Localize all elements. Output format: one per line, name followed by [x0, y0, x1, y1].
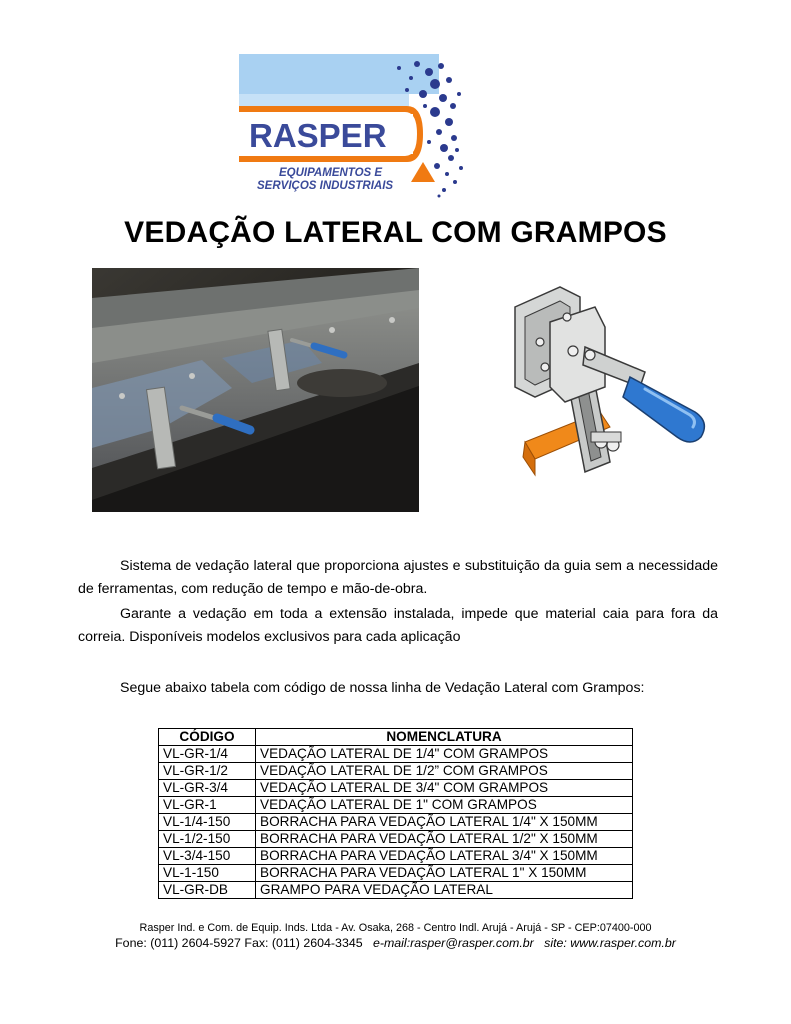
- header-code: CÓDIGO: [159, 729, 256, 746]
- table-row: [159, 865, 633, 882]
- row-nomenclature: BORRACHA PARA VEDAÇÃO LATERAL 1/2" X 150MM: [256, 831, 633, 848]
- rasper-logo: [239, 54, 465, 202]
- svg-text:EQUIPAMENTOS E: EQUIPAMENTOS E: [279, 167, 383, 179]
- row-nomenclature: VEDAÇÃO LATERAL DE 1" COM GRAMPOS: [256, 797, 633, 814]
- row-code: VL-1/2-150: [159, 831, 256, 848]
- row-nomenclature: BORRACHA PARA VEDAÇÃO LATERAL 1/4" X 150MM: [256, 814, 633, 831]
- row-nomenclature: BORRACHA PARA VEDAÇÃO LATERAL 3/4" X 150MM: [256, 848, 633, 865]
- svg-text:RASPER: RASPER: [249, 117, 387, 154]
- footer-email[interactable]: e-mail:rasper@rasper.com.br: [372, 936, 534, 950]
- footer-site[interactable]: site: www.rasper.com.br: [544, 936, 676, 950]
- header-nomenclature: NOMENCLATURA: [256, 729, 633, 746]
- conveyor-photo: [92, 268, 419, 512]
- row-code: VL-GR-DB: [159, 882, 256, 899]
- table-row: [159, 882, 633, 899]
- row-nomenclature: VEDAÇÃO LATERAL DE 1/4" COM GRAMPOS: [256, 746, 633, 763]
- table-row: [159, 763, 633, 780]
- row-nomenclature: GRAMPO PARA VEDAÇÃO LATERAL: [256, 882, 633, 899]
- table-row: [159, 780, 633, 797]
- row-code: VL-1-150: [159, 865, 256, 882]
- table-row: [159, 814, 633, 831]
- footer-address: Rasper Ind. e Com. de Equip. Inds. Ltda - Av. Osaka, 268 - Centro Indl. Arujá - Arujá - SP - CEP:07400-000: [139, 922, 652, 934]
- footer-contacts: [0, 936, 791, 950]
- row-code: VL-1/4-150: [159, 814, 256, 831]
- row-code: VL-GR-3/4: [159, 780, 256, 797]
- table-row: [159, 797, 633, 814]
- table-intro-paragraph: Segue abaixo tabela com código de nossa linha de Vedação Lateral com Grampos:: [120, 680, 645, 696]
- row-nomenclature: VEDAÇÃO LATERAL DE 3/4" COM GRAMPOS: [256, 780, 633, 797]
- table-row: [159, 831, 633, 848]
- row-code: VL-GR-1/2: [159, 763, 256, 780]
- row-code: VL-GR-1: [159, 797, 256, 814]
- description-paragraph-2: Garante a vedação em toda a extensão instalada, impede que material caia para fora da correia. Disponíveis modelos exclusivos para cada aplicação: [78, 606, 718, 645]
- description-paragraph-1: Sistema de vedação lateral que proporciona ajustes e substituição da guia sem a necessidade de ferramentas, com redução de tempo e mão-de-obra.: [78, 558, 718, 597]
- table-header-row: [159, 729, 633, 746]
- footer-phone: Fone: (011) 2604-5927 Fax: (011) 2604-3345: [115, 936, 363, 950]
- row-code: VL-GR-1/4: [159, 746, 256, 763]
- row-nomenclature: BORRACHA PARA VEDAÇÃO LATERAL 1" X 150MM: [256, 865, 633, 882]
- page-title: VEDAÇÃO LATERAL COM GRAMPOS: [124, 216, 667, 249]
- product-code-table: [158, 728, 633, 899]
- row-code: VL-3/4-150: [159, 848, 256, 865]
- row-nomenclature: VEDAÇÃO LATERAL DE 1/2” COM GRAMPOS: [256, 763, 633, 780]
- table-row: [159, 746, 633, 763]
- clamp-drawing: [505, 277, 725, 503]
- table-row: [159, 848, 633, 865]
- svg-text:SERVIÇOS INDUSTRIAIS: SERVIÇOS INDUSTRIAIS: [257, 180, 394, 192]
